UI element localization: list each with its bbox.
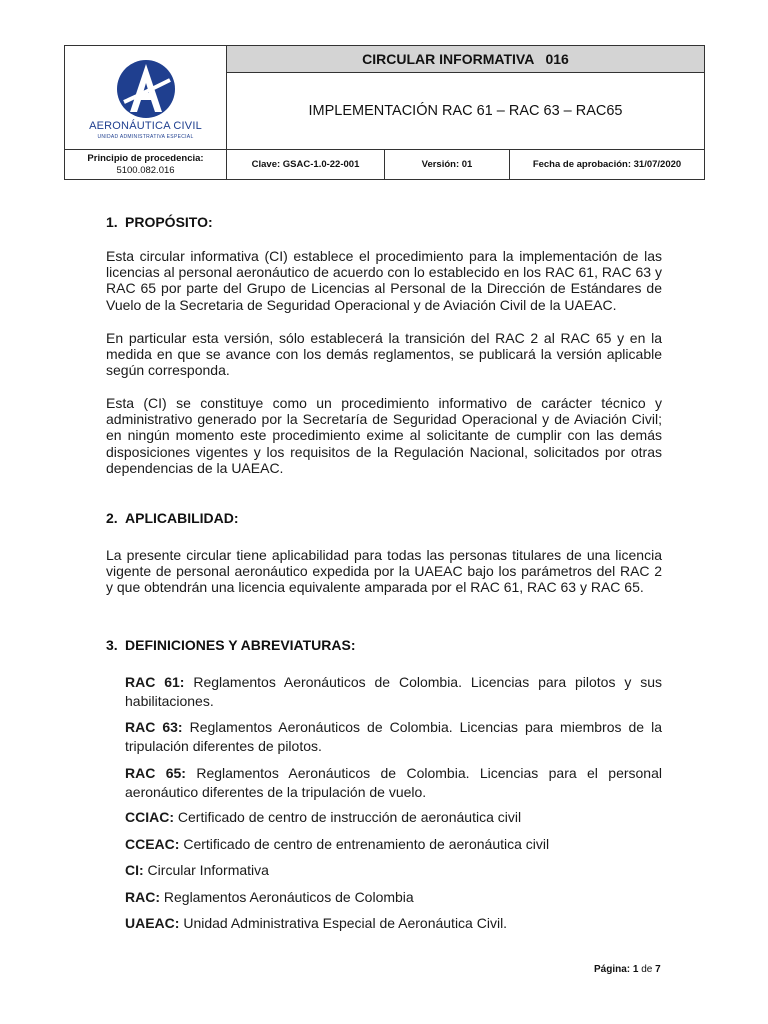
definition-item: UAEAC: Unidad Administrativa Especial de Aeronáutica Civil. xyxy=(125,915,508,931)
document-title: CIRCULAR INFORMATIVA 016 xyxy=(227,46,704,73)
paragraph: En particular esta versión, sólo establecerá la transición del RAC 2 al RAC 65 y en la medida en que se avance con los demás reglamentos, se publicará la versión aplicable según corresponda. xyxy=(106,330,662,379)
definition-item: CI: Circular Informativa xyxy=(125,862,269,878)
version-cell: Versión: 01 xyxy=(385,150,510,179)
definition-item: CCIAC: Certificado de centro de instrucción de aeronáutica civil xyxy=(125,809,522,825)
logo-subtitle: UNIDAD ADMINISTRATIVA ESPECIAL xyxy=(97,134,194,140)
paragraph: Esta (CI) se constituye como un procedimiento informativo de carácter técnico y administrativo generado por la Secretaría de Seguridad Operacional y de Aviación Civil; en ningún momento este procedimiento exime al solicitante de cumplir con las demás disposiciones vigentes y los requisitos de la Regulación Nacional, solicitados por otras dependencias de la UAEAC. xyxy=(106,395,662,476)
logo-cell xyxy=(65,46,227,150)
definition-item: RAC 65: Reglamentos Aeronáuticos de Colombia. Licencias para el personal aeronáutico diferentes de la tripulación de vuelo. xyxy=(125,765,662,800)
approval-date-cell: Fecha de aprobación: 31/07/2020 xyxy=(532,159,682,170)
definition-item: CCEAC: Certificado de centro de entrenamiento de aeronáutica civil xyxy=(125,836,550,852)
section-heading: 1. PROPÓSITO: xyxy=(106,214,213,230)
document-subtitle: IMPLEMENTACIÓN RAC 61 – RAC 63 – RAC65 xyxy=(227,73,704,150)
aeronautica-civil-logo-icon xyxy=(110,58,182,120)
section-heading: 3. DEFINICIONES Y ABREVIATURAS: xyxy=(106,637,356,653)
paragraph: Esta circular informativa (CI) establece el procedimiento para la implementación de las licencias al personal aeronáutico de acuerdo con lo establecido en los RAC 61, RAC 63 y RAC 65 por parte del Grupo de Licencias al Personal de la Dirección de Estándares de Vuelo de la Secretaria de Seguridad Operacional y de Aviación Civil de la UAEAC. xyxy=(106,248,662,313)
logo-name: AERONÁUTICA CIVIL xyxy=(89,120,202,132)
definition-item: RAC: Reglamentos Aeronáuticos de Colombia xyxy=(125,889,414,905)
metadata-row xyxy=(65,150,704,179)
origin-label: Principio de procedencia: xyxy=(87,152,204,164)
document-header xyxy=(64,45,705,180)
origin-cell xyxy=(65,150,227,179)
page-number: Página: 1 de 7 xyxy=(594,964,661,975)
origin-value: 5100.082.016 xyxy=(116,164,175,176)
definition-item: RAC 61: Reglamentos Aeronáuticos de Colombia. Licencias para pilotos y sus habilitaciones. xyxy=(125,674,662,709)
key-cell: Clave: GSAC-1.0-22-001 xyxy=(227,150,385,179)
section-heading: 2. APLICABILIDAD: xyxy=(106,510,239,526)
paragraph: La presente circular tiene aplicabilidad para todas las personas titulares de una licencia vigente de personal aeronáutico expedida por la UAEAC bajo los parámetros del RAC 2 y que obtendrán una licencia equivalente amparada por el RAC 61, RAC 63 y RAC 65. xyxy=(106,547,662,596)
definition-item: RAC 63: Reglamentos Aeronáuticos de Colombia. Licencias para miembros de la tripulación diferentes de pilotos. xyxy=(125,719,662,754)
